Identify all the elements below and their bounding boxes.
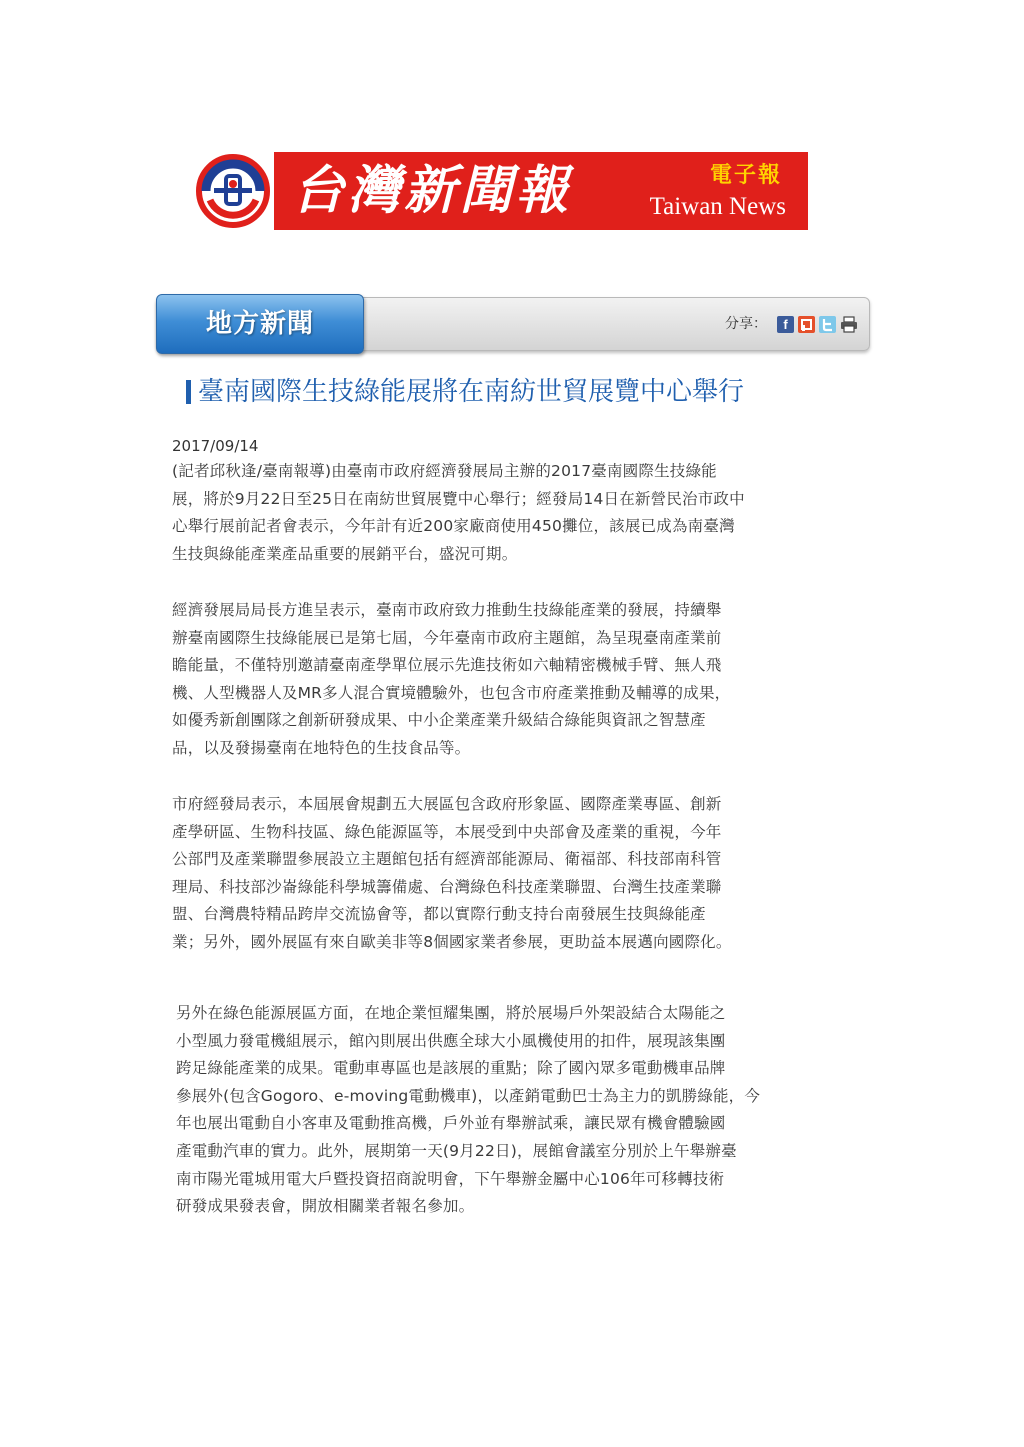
paragraph-line: 經濟發展局局長方進呈表示，臺南市政府致力推動生技綠能產業的發展，持續舉 [172, 601, 722, 619]
article-paragraph-1 [172, 458, 745, 568]
paragraph-line: (記者邱秋逢/臺南報導)由臺南市政府經濟發展局主辦的2017臺南國際生技綠能 [172, 462, 717, 480]
paragraph-line: 品，以及發揚臺南在地特色的生技食品等。 [172, 738, 471, 757]
facebook-icon[interactable]: f [777, 316, 794, 333]
share-label: 分享： [725, 316, 767, 332]
paragraph-line: 參展外(包含Gogoro、e-moving電動機車)，以產銷電動巴士為主力的凱勝綠能，今 [176, 1086, 761, 1105]
article-date: 2017/09/14 [172, 437, 259, 455]
taiwan-news-emblem-icon [196, 154, 270, 228]
paragraph-line: 研發成果發表會，開放相關業者報名參加。 [176, 1197, 475, 1216]
paragraph-line: 理局、科技部沙崙綠能科學城籌備處、台灣綠色科技產業聯盟、台灣生技產業聯 [172, 877, 722, 896]
paragraph-line: 如優秀新創團隊之創新研發成果、中小企業產業升級結合綠能與資訊之智慧產 [172, 711, 706, 730]
paragraph-line: 心舉行展前記者會表示，今年計有近200家廠商使用450攤位，該展已成為南臺灣 [172, 517, 735, 536]
paragraph-line: 產電動汽車的實力。此外，展期第一天(9月22日)，展館會議室分別於上午舉辦臺 [176, 1141, 737, 1160]
paragraph-line: 業；另外，國外展區有來自歐美非等8個國家業者參展，更助益本展邁向國際化。 [172, 932, 732, 951]
paragraph-line: 年也展出電動自小客車及電動推高機，戶外並有舉辦試乘，讓民眾有機會體驗國 [176, 1114, 726, 1133]
masthead-subtitle: 電子報 [709, 162, 782, 188]
paragraph-line: 產學研區、生物科技區、綠色能源區等，本展受到中央部會及產業的重視，今年 [172, 822, 722, 841]
masthead-title-en: Taiwan News [649, 193, 786, 220]
paragraph-line: 生技與綠能產業產品重要的展銷平台，盛況可期。 [172, 544, 518, 563]
paragraph-line: 另外在綠色能源展區方面，在地企業恒耀集團，將於展場戶外架設結合太陽能之 [176, 1004, 726, 1022]
paragraph-line: 跨足綠能產業的成果。電動車專區也是該展的重點；除了國內眾多電動機車品牌 [176, 1059, 726, 1078]
section-tab-label: 地方新聞 [205, 309, 314, 339]
plurk-icon[interactable] [798, 316, 815, 333]
paragraph-line: 盟、台灣農特精品跨岸交流協會等，都以實際行動支持台南發展生技與綠能產 [172, 905, 706, 924]
section-bar [156, 297, 870, 351]
twitter-icon[interactable] [819, 316, 836, 333]
headline-marker [186, 380, 191, 404]
masthead [196, 152, 810, 232]
masthead-banner [274, 152, 808, 230]
share-toolbar [725, 313, 857, 335]
paragraph-line: 機、人型機器人及MR多人混合實境體驗外，也包含市府產業推動及輔導的成果， [172, 683, 731, 702]
section-tab[interactable] [156, 294, 364, 354]
paragraph-line: 瞻能量，不僅特別邀請臺南產學單位展示先進技術如六軸精密機械手臂、無人飛 [172, 656, 722, 675]
paragraph-line: 公部門及產業聯盟參展設立主題館包括有經濟部能源局、衛福部、科技部南科管 [172, 850, 722, 869]
paragraph-line: 南市陽光電城用電大戶暨投資招商說明會，下午舉辦金屬中心106年可移轉技術 [176, 1169, 725, 1188]
article-paragraph-3 [172, 791, 732, 957]
print-icon[interactable] [840, 316, 857, 333]
paragraph-line: 展，將於9月22日至25日在南紡世貿展覽中心舉行；經發局14日在新營民治市政中 [172, 489, 745, 508]
paragraph-line: 市府經發局表示，本屆展會規劃五大展區包含政府形象區、國際產業專區、創新 [172, 795, 722, 813]
masthead-title: 台灣新聞報 [292, 160, 573, 221]
article-paragraph-4 [176, 1000, 760, 1221]
article-title: 臺南國際生技綠能展將在南紡世貿展覽中心舉行 [198, 377, 745, 407]
paragraph-line: 辦臺南國際生技綠能展已是第七屆，今年臺南市政府主題館，為呈現臺南產業前 [172, 628, 722, 647]
paragraph-line: 小型風力發電機組展示，館內則展出供應全球大小風機使用的扣件，展現該集團 [176, 1031, 726, 1050]
article-paragraph-2 [172, 597, 730, 763]
